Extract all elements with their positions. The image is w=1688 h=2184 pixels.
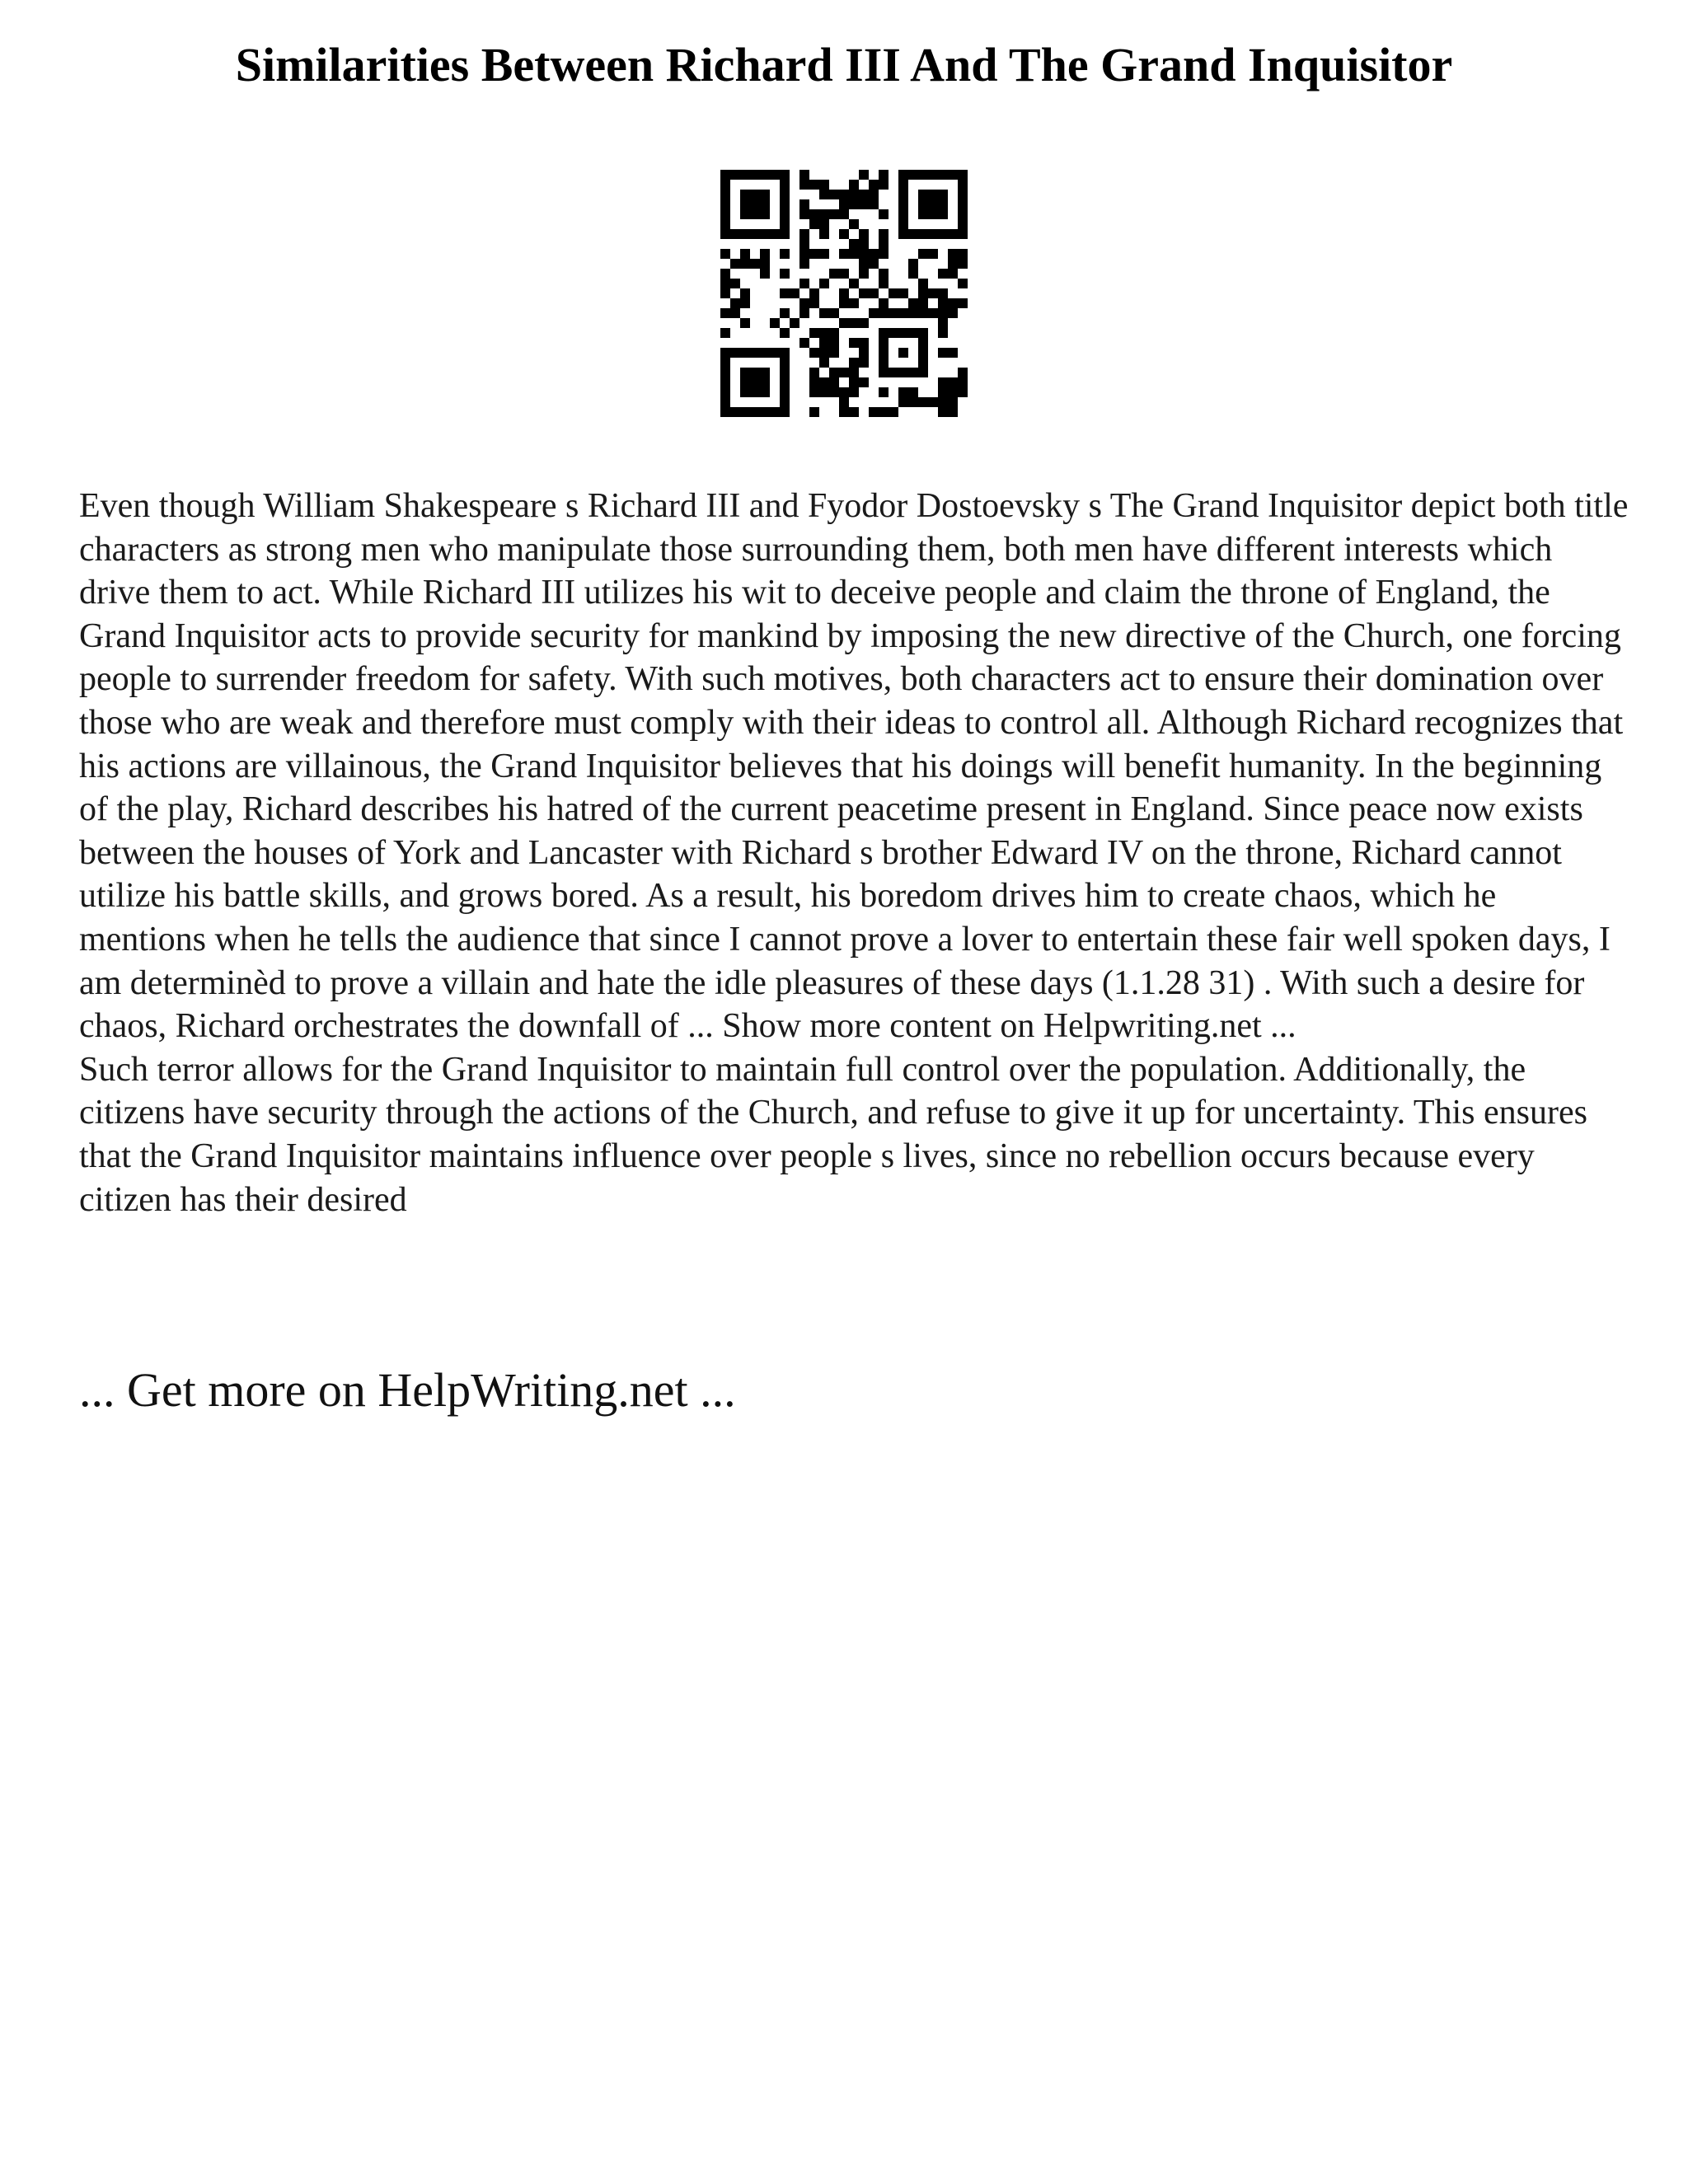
document-body	[79, 485, 1629, 1221]
document-title: Similarities Between Richard III And The Grand Inquisitor	[235, 38, 1453, 91]
paragraph-1: Even though William Shakespeare s Richard III and Fyodor Dostoevsky s The Grand Inquisitor depict both title characters as strong men who manipulate those surrounding them, both men have different interests which drive them to act. While Richard III utilizes his wit to deceive people and claim the throne of England, the Grand Inquisitor acts to provide security for mankind by imposing the new directive of the Church, one forcing people to surrender freedom for safety. With such motives, both characters act to ensure their domination over those who are weak and therefore must comply with their ideas to control all. Although Richard recognizes that his actions are villainous, the Grand Inquisitor believes that his doings will benefit humanity. In the beginning of the play, Richard describes his hatred of the current peacetime present in England. Since peace now exists between the houses of York and Lancaster with Richard s brother Edward IV on the throne, Richard cannot utilize his battle skills, and grows bored. As a result, his boredom drives him to create chaos, which he mentions when he tells the audience that since I cannot prove a lover to entertain these fair well spoken days, I am determinèd to prove a villain and hate the idle pleasures of these days (1.1.28 31) . With such a desire for chaos, Richard orchestrates the downfall of ... Show more content on Helpwriting.net ...	[79, 487, 1629, 1046]
get-more-link[interactable]: ... Get more on HelpWriting.net ...	[79, 1363, 736, 1417]
paragraph-2: Such terror allows for the Grand Inquisitor to maintain full control over the population. Additionally, the citizens have security through the actions of the Church, and refuse to give it up for uncertainty. This ensures that the Grand Inquisitor maintains influence over people s lives, since no rebellion occurs because every citizen has their desired	[79, 1050, 1587, 1219]
qr-code-icon	[720, 170, 968, 417]
